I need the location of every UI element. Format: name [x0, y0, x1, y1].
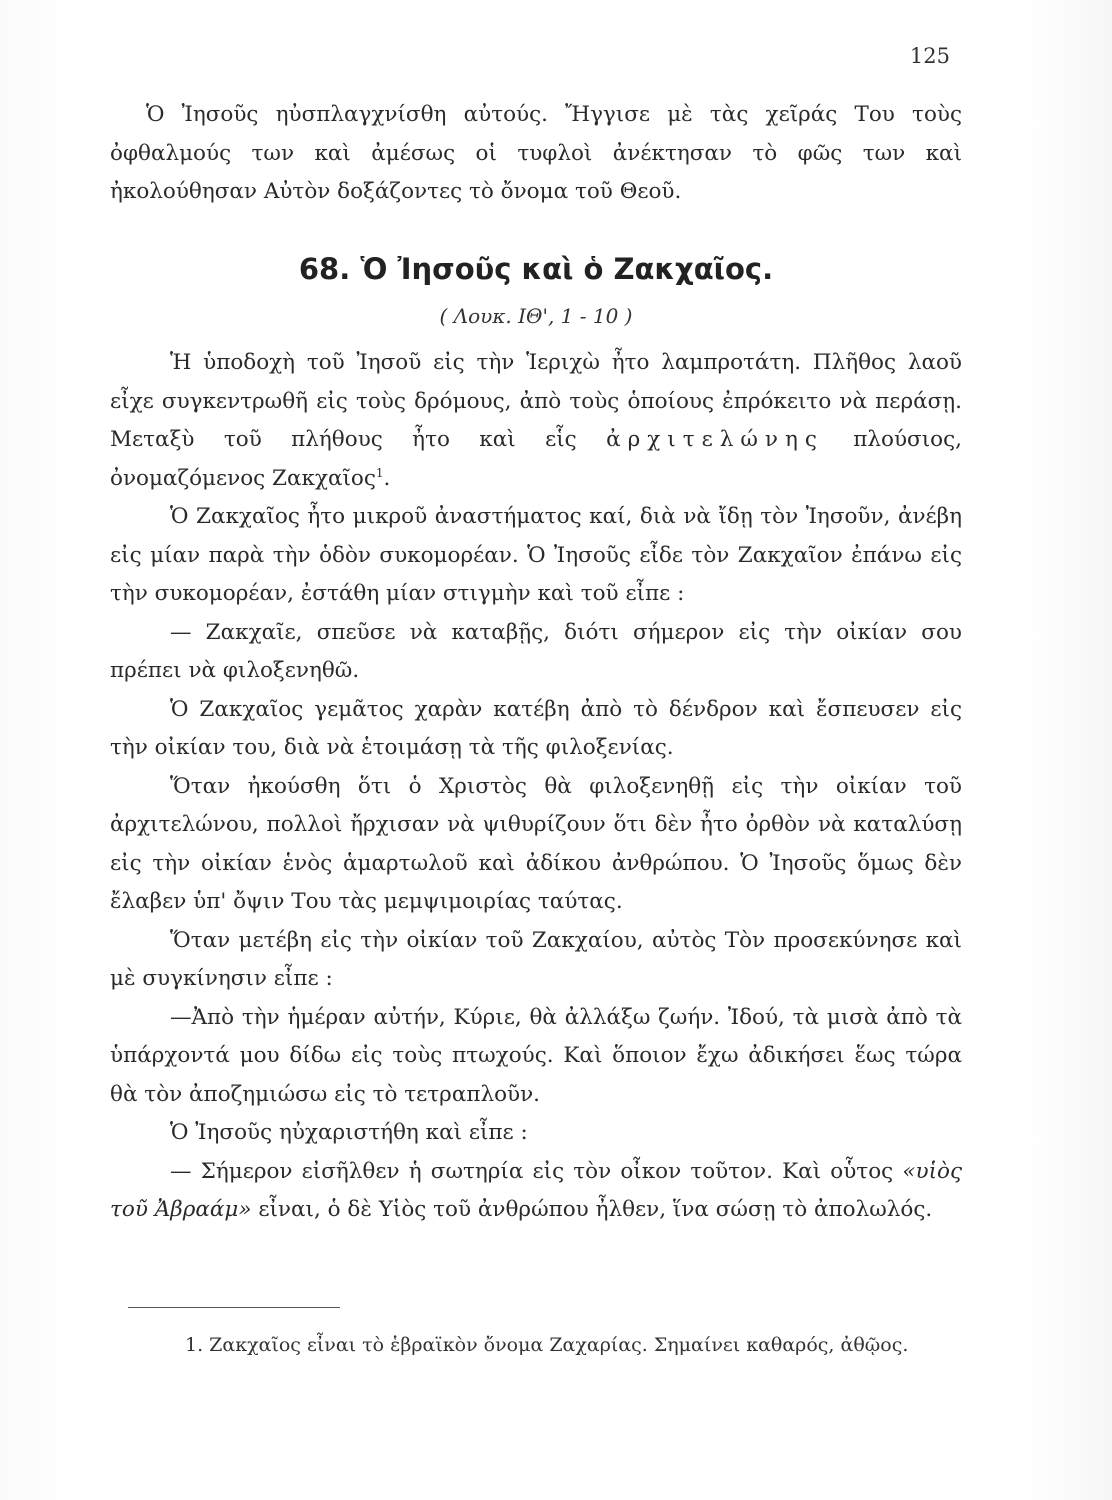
paragraph: Ὅταν μετέβη εἰς τὴν οἰκίαν τοῦ Ζακχαίου, αὐτὸς Τὸν προσεκύνησε καὶ μὲ συγκίνησιν εἶπε :: [110, 927, 962, 991]
paragraph-text: εἶναι, ὁ δὲ Υἱὸς τοῦ ἀνθρώπου ἦλθεν, ἵνα σώσῃ τὸ ἀπολωλός.: [258, 1197, 933, 1222]
paragraph-text: Ἡ ὑποδοχὴ τοῦ Ἰησοῦ εἰς τὴν Ἱεριχὼ ἦτο λαμπροτάτη. Πλῆθος λαοῦ εἶχε συγκεντρωθῆ εἰς τοὺς δρόμους, ἀπὸ τοὺς ὁποίους ἐπρόκειτο νὰ περάσῃ. Μεταξὺ τοῦ πλήθους ἦτο καὶ εἷς: [110, 350, 962, 452]
paragraph: Ὁ Ζακχαῖος γεμᾶτος χαρὰν κατέβη ἀπὸ τὸ δένδρον καὶ ἔσπευσεν εἰς τὴν οἰκίαν του, διὰ νὰ ἑτοιμάσῃ τὰ τῆς φιλοξενίας.: [110, 696, 962, 760]
chapter-title: 68. Ὁ Ἰησοῦς καὶ ὁ Ζακχαῖος.: [298, 252, 774, 286]
paragraph: Ὁ Ἰησοῦς ηὐχαριστήθη καὶ εἶπε :: [170, 1120, 528, 1145]
paragraph: —Ἀπὸ τὴν ἡμέραν αὐτήν, Κύριε, θὰ ἀλλάξω ζωήν. Ἰδού, τὰ μισὰ ἀπὸ τὰ ὑπάρχοντά μου δίδω εἰς τοὺς πτωχούς. Καὶ ὅποιον ἔχω ἀδικήσει ἕως τώρα θὰ τὸν ἀποζημιώσω εἰς τὸ τετραπλοῦν.: [110, 1004, 962, 1107]
footnote-marker: 1: [375, 465, 384, 480]
paragraph: [110, 344, 962, 498]
chapter-reference: ( Λουκ. ΙΘ', 1 - 10 ): [439, 304, 633, 328]
footnote: 1. Ζακχαῖος εἶναι τὸ ἑβραϊκὸν ὄνομα Ζαχαρίας. Σημαίνει καθαρός, ἀθῷος.: [185, 1334, 909, 1356]
footnote-divider: [128, 1307, 340, 1308]
paragraph-text: .: [383, 465, 391, 491]
intro-text: [110, 96, 962, 212]
page-number: 125: [909, 44, 950, 68]
paragraph: — Ζακχαῖε, σπεῦσε νὰ καταβῇς, διότι σήμερον εἰς τὴν οἰκίαν σου πρέπει νὰ φιλοξενηθῶ.: [110, 619, 962, 683]
paragraph: Ὁ Ζακχαῖος ἦτο μικροῦ ἀναστήματος καί, διὰ νὰ ἴδῃ τὸν Ἰησοῦν, ἀνέβη εἰς μίαν παρὰ τὴν ὁδὸν συκομορέαν. Ὁ Ἰησοῦς εἶδε τὸν Ζακχαῖον ἐπάνω εἰς τὴν συκομορέαν, ἐστάθη μίαν στιγμὴν καὶ τοῦ εἶπε :: [110, 504, 962, 606]
chapter-body: [110, 344, 962, 1230]
spaced-word: ἀρχιτελώνης: [606, 427, 824, 452]
paragraph: [110, 1153, 962, 1230]
paragraph-text: πλούσιος, ὀνομαζόμενος Ζακχαῖος: [110, 427, 962, 491]
paragraph: Ὅταν ἠκούσθη ὅτι ὁ Χριστὸς θὰ φιλοξενηθῇ εἰς τὴν οἰκίαν τοῦ ἀρχιτελώνου, πολλοὶ ἤρχισαν νὰ ψιθυρίζουν ὅτι δὲν ἦτο ὀρθὸν νὰ καταλύσῃ εἰς τὴν οἰκίαν ἑνὸς ἁμαρτωλοῦ καὶ ἀδίκου ἀνθρώπου. Ὁ Ἰησοῦς ὅμως δὲν ἔλαβεν ὑπ' ὄψιν Του τὰς μεμψιμοιρίας ταύτας.: [110, 773, 962, 914]
paragraph-text: — Σήμερον εἰσῆλθεν ἡ σωτηρία εἰς τὸν οἶκον τοῦτον. Καὶ οὗτος: [170, 1158, 894, 1184]
quoted-phrase: «υἱὸς τοῦ Ἀβραάμ»: [110, 1158, 962, 1222]
intro-paragraph: Ὁ Ἰησοῦς ηὐσπλαγχνίσθη αὐτούς. Ἤγγισε μὲ τὰς χεῖράς Του τοὺς ὀφθαλμούς των καὶ ἀμέσως οἱ τυφλοὶ ἀνέκτησαν τὸ φῶς των καὶ ἠκολούθησαν Αὐτὸν δοξάζοντες τὸ ὄνομα τοῦ Θεοῦ.: [110, 102, 962, 204]
